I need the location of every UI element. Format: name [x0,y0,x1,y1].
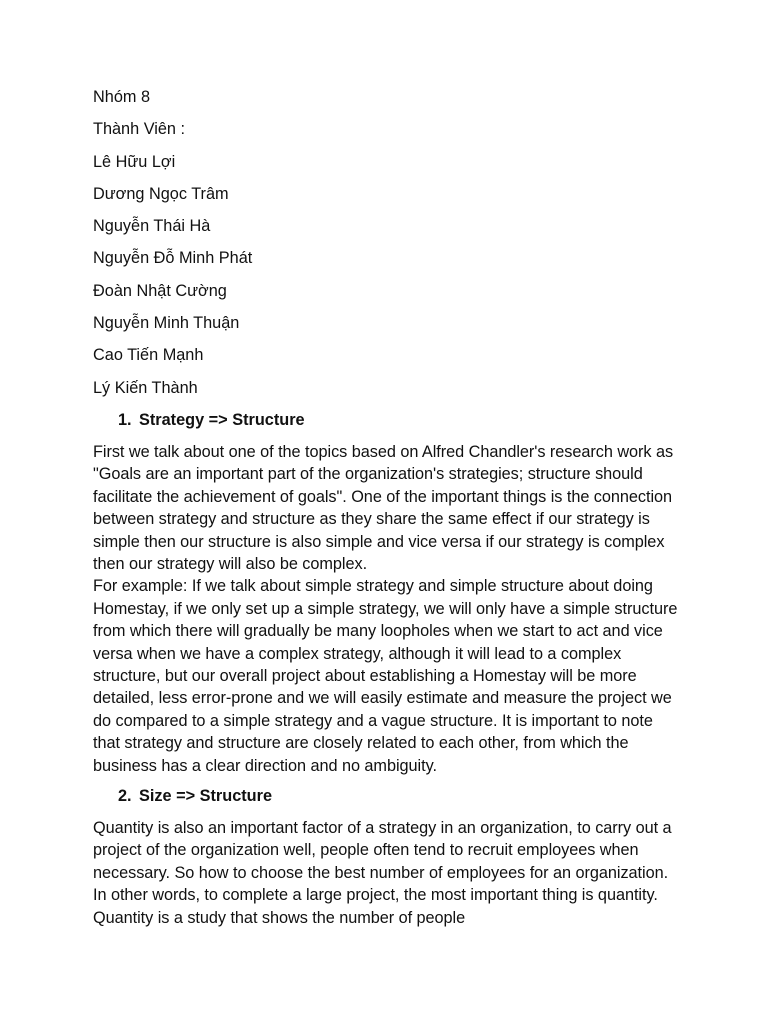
member-name: Nguyễn Minh Thuận [93,314,240,333]
section-number: 1. [118,410,132,429]
group-name: Nhóm 8 [93,88,151,106]
section-heading-size-structure [93,785,678,807]
section-heading-strategy-structure [93,409,678,431]
member-name: Lý Kiến Thành [93,378,198,397]
member-name: Nguyễn Thái Hà [93,217,211,236]
members-label: Thành Viên : [93,120,186,139]
member-name: Lê Hữu Lợi [93,152,176,171]
section1-example-paragraph: For example: If we talk about simple strategy and simple structure about doing Homestay, if we only set up a simple strategy, we will only have a simple structure from which there will gradually be many loopholes when we start to act and vice versa when we have a complex strategy, although it will lead to a complex structure, but our overall project about establishing a Homestay will be more detailed, less error-prone and we will easily estimate and measure the project we do compared to a simple strategy and a vague structure. It is important to note that strategy and structure are closely related to each other, from which the business has a clear direction and no ambiguity. [93,577,678,775]
document-content [93,86,678,929]
section-title: Strategy => Structure [139,410,305,429]
section-title: Size => Structure [139,787,273,806]
paragraph-spacing [93,777,678,785]
section2-paragraph: Quantity is also an important factor of a strategy in an organization, to carry out a project of the organization well, people often tend to recruit employees when necessary. So how to choose the best number of employees for an organization. In other words, to complete a large project, the most important thing is quantity. Quantity is a study that shows the number of people [93,819,672,927]
member-name: Cao Tiến Mạnh [93,346,204,365]
member-name: Nguyễn Đỗ Minh Phát [93,249,253,268]
member-name: Dương Ngọc Trâm [93,184,229,203]
section-number: 2. [118,787,132,806]
section1-paragraph: First we talk about one of the topics based on Alfred Chandler's research work as "Goals are an important part of the organization's strategies; structure should facilitate the achievement of goals". One of the important things is the connection between strategy and structure as they share the same effect if our strategy is simple then our structure is also simple and vice versa if our strategy is complex then our strategy will also be complex. [93,442,674,573]
member-name: Đoàn Nhật Cường [93,281,227,300]
